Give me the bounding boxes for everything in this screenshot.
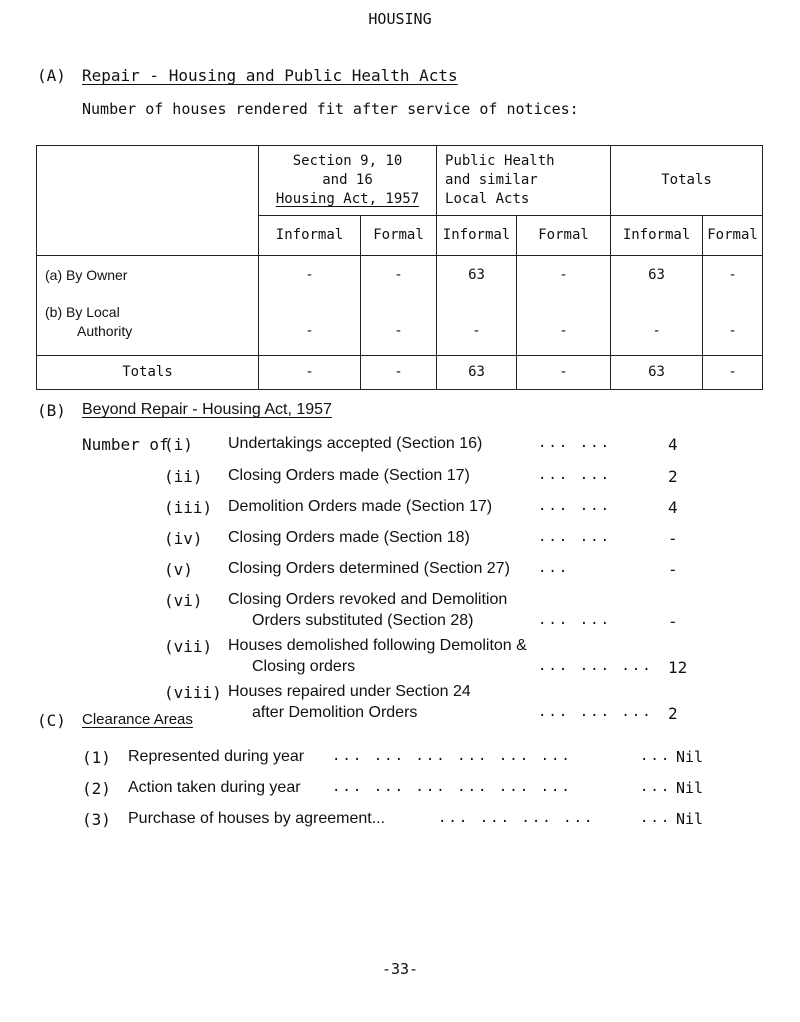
cell-value: - — [394, 323, 403, 339]
leader-dots: ... ... — [538, 498, 612, 514]
leader-dots: ... ... ... ... ... ... — [332, 779, 572, 795]
section-b-lead: Number of — [82, 435, 169, 454]
row-label-by-owner: (a) By Owner — [45, 267, 128, 283]
section-c-label: (C) — [37, 711, 66, 730]
header-public-health — [437, 146, 611, 216]
item-value: 12 — [668, 658, 688, 677]
cell-value: - — [305, 267, 314, 283]
cell-value: 63 — [468, 267, 485, 283]
header-housing-act — [259, 146, 437, 216]
item-text: Closing Orders revoked and Demolition — [228, 591, 508, 608]
item-text: Houses demolished following Demoliton & — [228, 637, 527, 654]
item-number: (i) — [164, 435, 193, 454]
section-c-title: Clearance Areas — [82, 711, 193, 728]
header-housing-act-line3: Housing Act, 1957 — [275, 191, 420, 207]
header-housing-act-line1: Section 9, 10 — [292, 153, 403, 169]
item-value: 2 — [668, 467, 678, 486]
cell-value: - — [559, 267, 568, 283]
leader-dots: ... ... ... ... — [438, 810, 595, 826]
item-number: (iv) — [164, 529, 203, 548]
subheader-cell: Formal — [703, 216, 763, 256]
item-value: 4 — [668, 435, 678, 454]
list-item — [0, 435, 800, 457]
item-text: Closing Orders determined (Section 27) — [228, 560, 510, 577]
header-housing-act-line2: and 16 — [322, 172, 373, 188]
row-label-authority: Authority — [77, 323, 133, 339]
item-number: (iii) — [164, 498, 213, 517]
cell-value: 63 — [611, 356, 703, 390]
list-item — [0, 810, 800, 832]
cell-value: - — [559, 323, 568, 339]
leader-dots: ... ... ... — [538, 704, 653, 720]
totals-label: Totals — [37, 356, 259, 390]
item-number: (ii) — [164, 467, 203, 486]
section-a-intro: Number of houses rendered fit after service of notices: — [82, 100, 579, 118]
table-cell — [517, 256, 611, 356]
cell-value: - — [472, 323, 481, 339]
page-number: -33- — [381, 960, 419, 978]
header-public-health-line1: Public Health — [445, 153, 555, 169]
item-text: Represented during year — [128, 748, 305, 765]
item-text-line2: Orders substituted (Section 28) — [252, 612, 474, 629]
list-item — [0, 498, 800, 520]
table-cell — [361, 256, 437, 356]
item-text: Houses repaired under Section 24 — [228, 683, 471, 700]
leader-dots: ... ... ... — [538, 658, 653, 674]
table-cell — [611, 256, 703, 356]
header-public-health-line3: Local Acts — [445, 191, 530, 207]
page-title: HOUSING — [368, 10, 432, 28]
item-number: (vii) — [164, 637, 213, 656]
item-value: Nil — [676, 748, 704, 766]
item-number: (1) — [82, 748, 111, 767]
list-item — [0, 637, 800, 677]
housing-repair-table — [36, 145, 763, 390]
cell-value: - — [728, 267, 737, 283]
item-value: Nil — [676, 810, 704, 828]
leader-dots: ... — [640, 810, 672, 826]
item-text: Demolition Orders made (Section 17) — [228, 498, 493, 515]
cell-value: - — [728, 323, 737, 339]
cell-value: - — [259, 356, 361, 390]
leader-dots: ... ... — [538, 435, 612, 451]
item-value: Nil — [676, 779, 704, 797]
leader-dots: ... — [640, 779, 672, 795]
section-b-title: Beyond Repair - Housing Act, 1957 — [82, 401, 332, 418]
leader-dots: ... ... — [538, 467, 612, 483]
item-text-line2: Closing orders — [252, 658, 356, 675]
list-item — [0, 779, 800, 801]
leader-dots: ... ... ... ... ... ... — [332, 748, 572, 764]
subheader-cell: Formal — [361, 216, 437, 256]
item-number: (viii) — [164, 683, 222, 702]
subheader-cell: Informal — [259, 216, 361, 256]
item-text: Closing Orders made (Section 17) — [228, 467, 470, 484]
item-value: 2 — [668, 704, 678, 723]
table-row — [37, 256, 763, 356]
cell-value: - — [703, 356, 763, 390]
item-text: Closing Orders made (Section 18) — [228, 529, 470, 546]
subheader-cell: Informal — [611, 216, 703, 256]
leader-dots: ... ... — [538, 529, 612, 545]
item-number: (v) — [164, 560, 193, 579]
row-label-by-local: (b) By Local — [45, 304, 120, 320]
header-public-health-line2: and similar — [445, 172, 538, 188]
item-number: (vi) — [164, 591, 203, 610]
cell-value: - — [305, 323, 314, 339]
list-item — [0, 529, 800, 551]
leader-dots: ... ... — [538, 612, 612, 628]
item-value: 4 — [668, 498, 678, 517]
item-number: (3) — [82, 810, 111, 829]
cell-value: 63 — [648, 267, 665, 283]
table-header-row — [37, 146, 763, 216]
item-value: - — [668, 612, 678, 631]
cell-value: - — [361, 356, 437, 390]
subheader-cell: Informal — [437, 216, 517, 256]
item-text-line2: after Demolition Orders — [252, 704, 418, 721]
table-cell — [703, 256, 763, 356]
item-value: - — [668, 560, 678, 579]
header-totals: Totals — [611, 146, 763, 216]
section-b-label: (B) — [37, 401, 66, 420]
list-item — [0, 467, 800, 489]
table-cell — [437, 256, 517, 356]
table-totals-row — [37, 356, 763, 390]
cell-value: 63 — [437, 356, 517, 390]
table-corner-cell — [37, 146, 259, 256]
item-value: - — [668, 529, 678, 548]
section-a-title: Repair - Housing and Public Health Acts — [82, 66, 458, 85]
item-text: Undertakings accepted (Section 16) — [228, 435, 483, 452]
list-item — [0, 591, 800, 631]
leader-dots: ... — [538, 560, 570, 576]
cell-value: - — [394, 267, 403, 283]
subheader-cell: Formal — [517, 216, 611, 256]
row-labels-cell — [37, 256, 259, 356]
item-text: Action taken during year — [128, 779, 301, 796]
item-number: (2) — [82, 779, 111, 798]
list-item — [0, 748, 800, 770]
list-item — [0, 560, 800, 582]
section-a-label: (A) — [37, 66, 66, 85]
item-text: Purchase of houses by agreement... — [128, 810, 386, 827]
table-cell — [259, 256, 361, 356]
cell-value: - — [517, 356, 611, 390]
cell-value: - — [652, 323, 661, 339]
leader-dots: ... — [640, 748, 672, 764]
